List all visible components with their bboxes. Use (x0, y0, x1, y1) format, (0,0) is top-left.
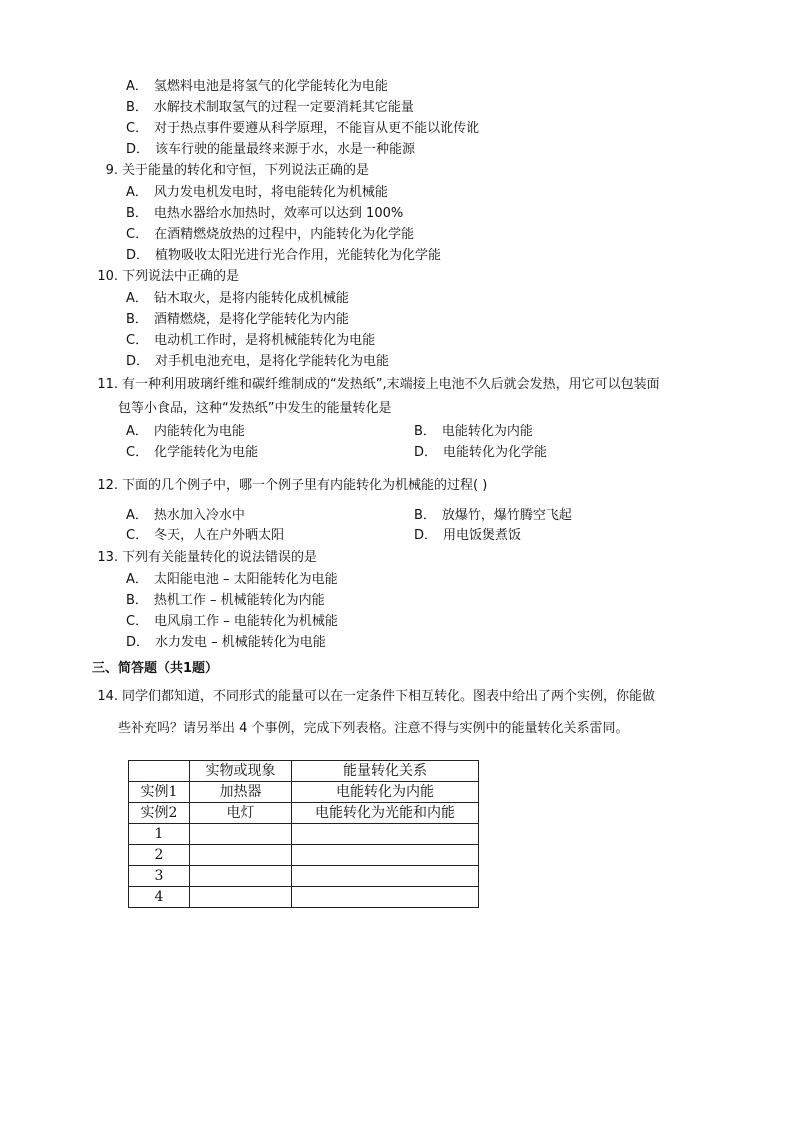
q9-option-d: D． 植物吸收太阳光进行光合作用，光能转化为化学能 (126, 248, 442, 263)
q11-stem-cont: 包等小食品，这种“发热纸”中发生的能量转化是 (118, 401, 392, 416)
q13-option-c: C． 电风扇工作 – 电能转化为机械能 (126, 614, 338, 629)
q11-option-d: D． 电能转化为化学能 (414, 445, 548, 460)
q10-option-a: A． 钻木取火，是将内能转化成机械能 (126, 291, 349, 306)
table-cell-answer[interactable] (292, 887, 479, 908)
q9-option-a: A． 风力发电机发电时，将电能转化为机械能 (126, 185, 388, 200)
q13-option-d: D． 水力发电 – 机械能转化为电能 (126, 635, 326, 650)
section-heading: 三、简答题（共1题） (92, 661, 219, 676)
table-cell: 实例1 (129, 782, 190, 803)
q8-option-a: A． 氢燃料电池是将氢气的化学能转化为电能 (126, 79, 388, 94)
q10-option-d: D． 对手机电池充电，是将化学能转化为电能 (126, 354, 390, 369)
table-header-row (129, 761, 479, 782)
table-row (129, 803, 479, 824)
table-cell: 加热器 (190, 782, 292, 803)
q8-option-d: D． 该车行驶的能量最终来源于水，水是一种能源 (126, 142, 416, 157)
table-header-cell (129, 761, 190, 782)
q13-option-b: B． 热机工作 – 机械能转化为内能 (126, 593, 325, 608)
table-header-cell: 能量转化关系 (292, 761, 479, 782)
q14-stem: 14. 同学们都知道，不同形式的能量可以在一定条件下相互转化。图表中给出了两个实例，你能做 (97, 689, 656, 704)
table-row (129, 866, 479, 887)
q8-option-c: C． 对于热点事件要遵从科学原理，不能盲从更不能以讹传讹 (126, 121, 480, 136)
q11-stem: 11. 有一种利用玻璃纤维和碳纤维制成的“发热纸”,末端接上电池不久后就会发热，用它可以包装面 (97, 377, 660, 392)
table-cell-answer[interactable] (190, 866, 292, 887)
table-cell-answer[interactable] (190, 845, 292, 866)
table-cell: 1 (129, 824, 190, 845)
table-cell: 电能转化为内能 (292, 782, 479, 803)
q8-option-b: B． 水解技术制取氢气的过程一定要消耗其它能量 (126, 100, 414, 115)
table-cell: 3 (129, 866, 190, 887)
q9-option-b: B． 电热水器给水加热时，效率可以达到 100% (126, 206, 404, 221)
table-row (129, 824, 479, 845)
q12-stem: 12. 下面的几个例子中，哪一个例子里有内能转化为机械能的过程( ) (97, 478, 488, 493)
table-cell: 4 (129, 887, 190, 908)
table-row (129, 887, 479, 908)
table-cell-answer[interactable] (292, 845, 479, 866)
q10-option-b: B． 酒精燃烧，是将化学能转化为内能 (126, 312, 349, 327)
table-row (129, 845, 479, 866)
energy-conversion-table (128, 760, 479, 908)
table-cell: 电灯 (190, 803, 292, 824)
q9-stem: 9. 关于能量的转化和守恒，下列说法正确的是 (105, 163, 370, 178)
table-cell: 2 (129, 845, 190, 866)
table-row (129, 782, 479, 803)
table-cell: 电能转化为光能和内能 (292, 803, 479, 824)
table-cell-answer[interactable] (190, 887, 292, 908)
q14-stem-cont: 些补充吗？请另举出 4 个事例，完成下列表格。注意不得与实例中的能量转化关系雷同。 (118, 721, 629, 736)
table-cell-answer[interactable] (190, 824, 292, 845)
q12-option-b: B． 放爆竹，爆竹腾空飞起 (414, 508, 572, 523)
table-cell-answer[interactable] (292, 824, 479, 845)
q10-option-c: C． 电动机工作时，是将机械能转化为电能 (126, 333, 376, 348)
q13-stem: 13. 下列有关能量转化的说法错误的是 (97, 550, 318, 565)
q11-option-b: B． 电能转化为内能 (414, 424, 533, 439)
q11-option-a: A． 内能转化为电能 (126, 424, 245, 439)
q12-option-d: D． 用电饭煲煮饭 (414, 528, 522, 543)
table-cell: 实例2 (129, 803, 190, 824)
q11-option-c: C． 化学能转化为电能 (126, 445, 259, 460)
q13-option-a: A． 太阳能电池 – 太阳能转化为电能 (126, 572, 338, 587)
table-cell-answer[interactable] (292, 866, 479, 887)
q12-option-c: C． 冬天，人在户外晒太阳 (126, 528, 285, 543)
q12-option-a: A． 热水加入冷水中 (126, 508, 245, 523)
q9-option-c: C． 在酒精燃烧放热的过程中，内能转化为化学能 (126, 227, 415, 242)
q10-stem: 10. 下列说法中正确的是 (97, 269, 240, 284)
table-header-cell: 实物或现象 (190, 761, 292, 782)
